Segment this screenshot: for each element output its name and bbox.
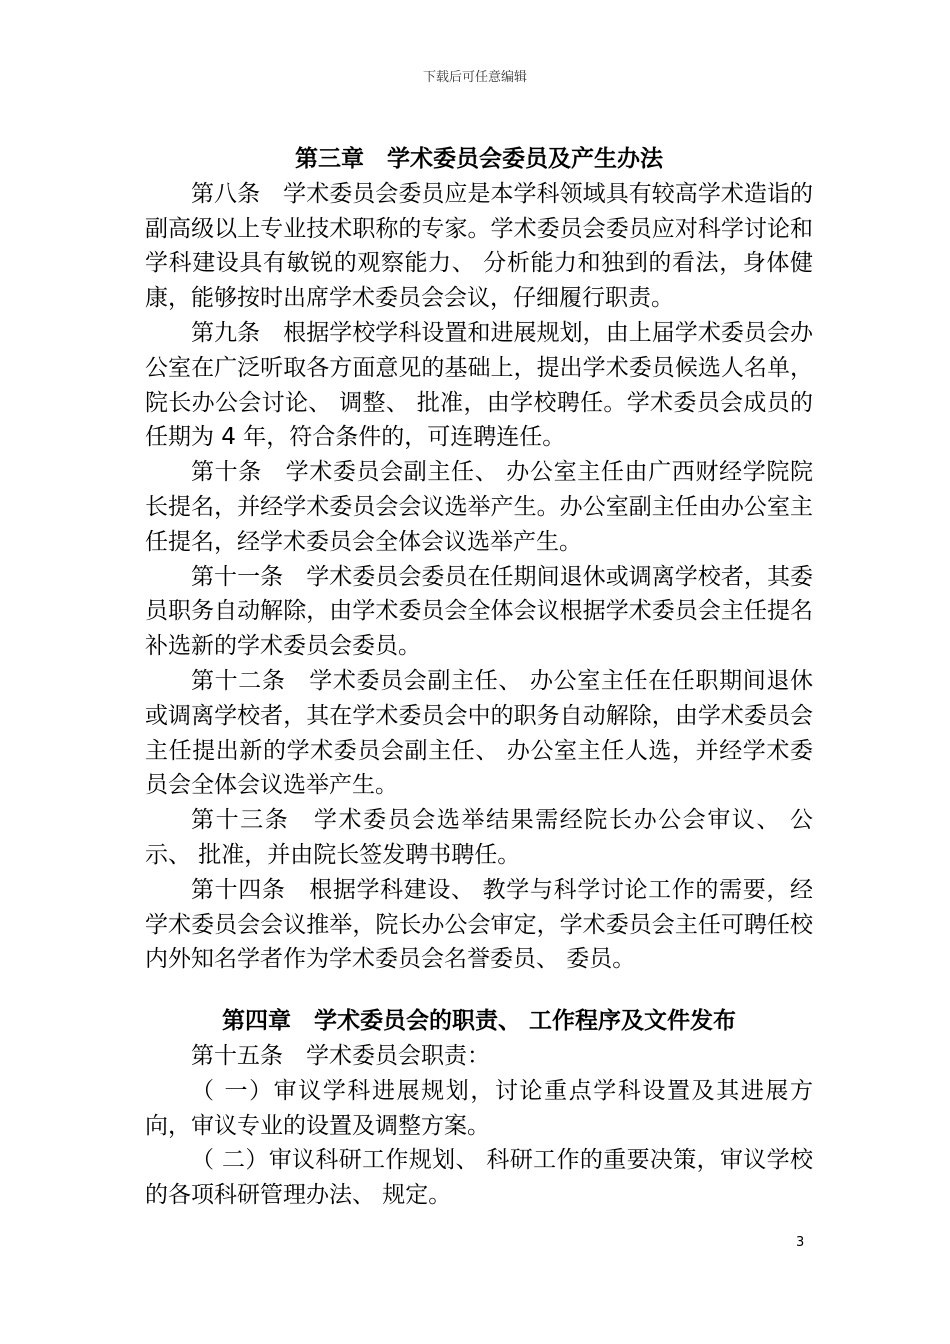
article-10: 第十条 学术委员会副主任、 办公室主任由广西财经学院院长提名，并经学术委员会会议选举产生。办公室副主任由办公室主任提名，经学术委员会全体会议选举产生。: [145, 459, 813, 555]
page-number: 3: [796, 1235, 805, 1250]
article-12: 第十二条 学术委员会副主任、 办公室主任在任职期间退休或调离学校者，其在学术委员会中的职务自动解除，由学术委员会主任提出新的学术委员会副主任、 办公室主任人选，并经学术委员会全体会议选举产生。: [145, 667, 813, 799]
article-8: 第八条 学术委员会委员应是本学科领域具有较高学术造诣的副高级以上专业技术职称的专家。学术委员会委员应对科学讨论和学科建设具有敏锐的观察能力、 分析能力和独到的看法，身体健康，能够按时出席学术委员会会议，仔细履行职责。: [145, 180, 813, 312]
article-15: 第十五条 学术委员会职责：: [191, 1042, 490, 1069]
article-11: 第十一条 学术委员会委员在任期间退休或调离学校者，其委员职务自动解除，由学术委员会全体会议根据学术委员会主任提名补选新的学术委员会委员。: [145, 563, 813, 660]
page-header-note: 下载后可任意编辑: [422, 70, 527, 85]
article-15-item-1: （ 一）审议学科进展规划，讨论重点学科设置及其进展方向，审议专业的设置及调整方案。: [145, 1077, 813, 1139]
article-9: 第九条 根据学校学科设置和进展规划，由上届学术委员会办公室在广泛听取各方面意见的基础上，提出学术委员候选人名单，院长办公会讨论、 调整、 批准，由学校聘任。学术委员会成员的任期为 4 年，符合条件的，可连聘连任。: [145, 319, 813, 451]
article-15-item-2: （ 二）审议科研工作规划、 科研工作的重要决策，审议学校的各项科研管理办法、 规定。: [145, 1147, 813, 1209]
article-13: 第十三条 学术委员会选举结果需经院长办公会审议、 公示、 批准，并由院长签发聘书聘任。: [145, 807, 813, 868]
document-body: [145, 142, 813, 1213]
chapter-3-title: 第三章 学术委员会委员及产生办法: [295, 146, 663, 172]
chapter-4-title: 第四章 学术委员会的职责、 工作程序及文件发布: [221, 1008, 736, 1035]
article-14: 第十四条 根据学科建设、 教学与科学讨论工作的需要，经学术委员会会议推举，院长办公会审定，学术委员会主任可聘任校内外知名学者作为学术委员会名誉委员、 委员。: [145, 876, 813, 973]
